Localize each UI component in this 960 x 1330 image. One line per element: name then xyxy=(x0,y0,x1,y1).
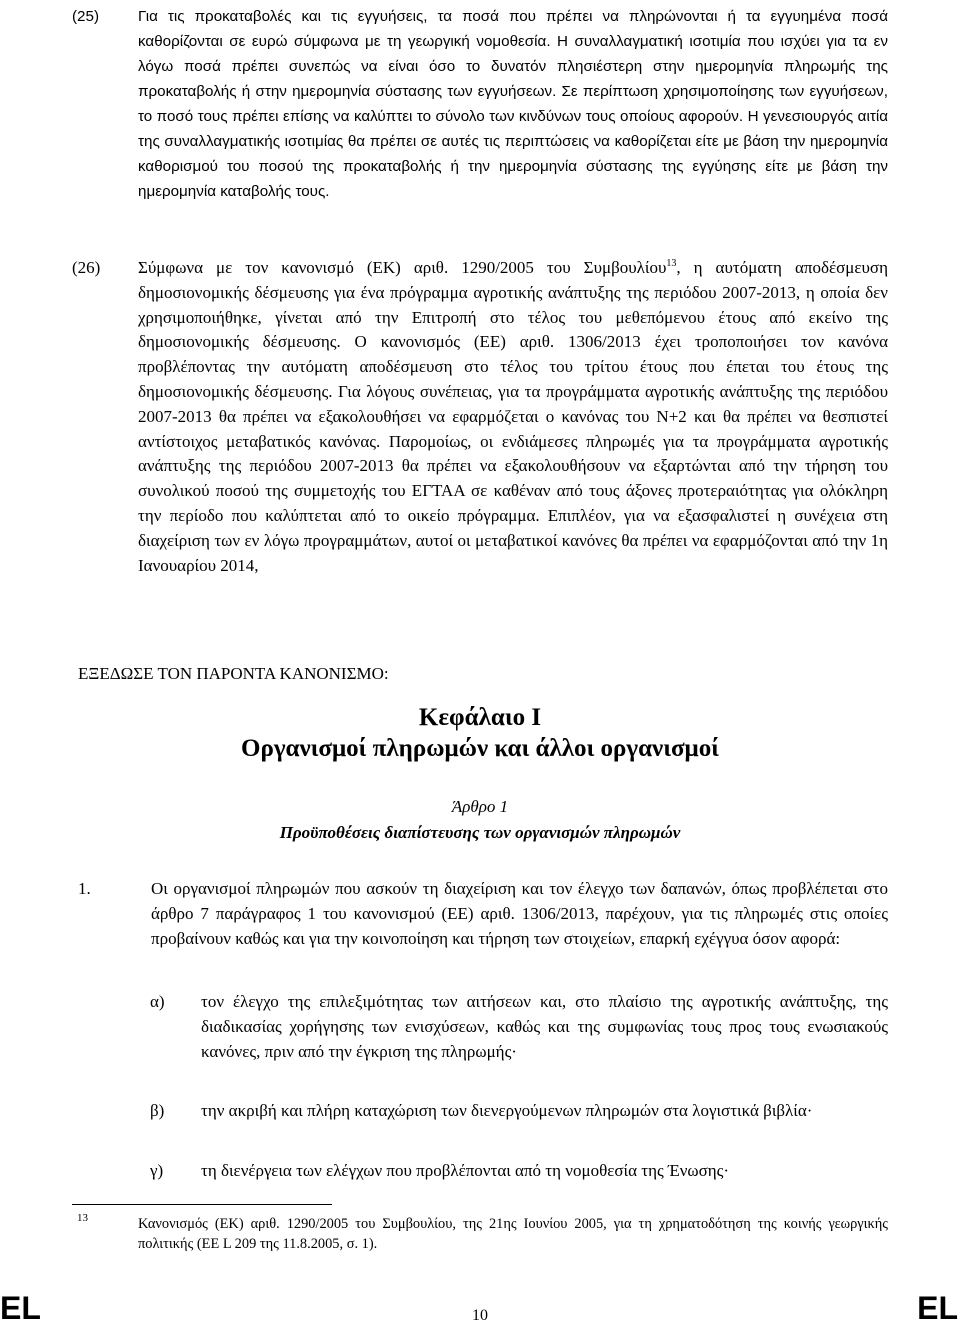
article-title: Προϋποθέσεις διαπίστευσης των οργανισμών πληρωμών xyxy=(279,823,681,842)
article-number: Άρθρο 1 xyxy=(451,797,509,816)
language-code-left: EL xyxy=(0,1290,41,1326)
footnote-number: 13 xyxy=(77,1212,88,1224)
enactment-formula: ΕΞΕΔΩΣΕ ΤΟΝ ΠΑΡΟΝΤΑ ΚΑΝΟΝΙΣΜΟ: xyxy=(78,664,389,683)
chapter-title: Οργανισμοί πληρωμών και άλλοι οργανισμοί xyxy=(241,735,719,762)
recital-text: Σύμφωνα με τον κανονισμό (ΕΚ) αριθ. 1290/2005 του Συμβουλίου$^{13}$, η αυτόματη αποδέσμευση δημοσιονομικής δέσμευσης για ένα πρόγραμμα αγροτικής ανάπτυξης της περιόδου 2007-2013, η οποία δεν χρησιμοποιήθηκε, γίνεται από την Επιτροπή στο τέλος του μεθεπόμενου έτους από εκείνο της δημοσιονομικής δέσμευσης. Ο κανονισμός (ΕΕ) αριθ. 1306/2013 έχει τροποποιήσει τον κανόνα προβλέποντας την αυτόματη αποδέσμευση στο τέλος του τρίτου έτους που έπεται του έτους της δημοσιονομικής δέσμευσης. Για λόγους συνέπειας, για τα προγράμματα αγροτικής ανάπτυξης της περιόδου 2007-2013 θα πρέπει να εξακολουθήσει να εφαρμόζεται ο κανόνας του Ν+2 και θα πρέπει να θεσπιστεί αντίστοιχος μεταβατικός κανόνας. Παρομοίως, οι ενδιάμεσες πληρωμές για τα προγράμματα αγροτικής ανάπτυξης της περιόδου 2007-2013 θα πρέπει να εξακολουθήσουν να εξαρτώνται από την τήρηση του συνολικού ποσού της συμμετοχής του ΕΓΤΑΑ σε καθέναν από τους άξονες προτεραιότητας για ολόκληρη την περίοδο που καλύπτεται από το οικείο πρόγραμμα. Επιπλέον, για να εξασφαλιστεί η συνέχεια στη διαχείριση των εν λόγω προγραμμάτων, αυτοί οι μεταβατικοί κανόνες θα πρέπει να εφαρμόζονται από την 1η Ιανουαρίου 2014, xyxy=(138,258,888,575)
list-item-text: την ακριβή και πλήρη καταχώριση των διενεργούμενων πληρωμών στα λογιστικά βιβλία· xyxy=(201,1101,813,1120)
recital-number: (26) xyxy=(72,258,101,277)
list-item-text: τον έλεγχο της επιλεξιμότητας των αιτήσεων και, στο πλαίσιο της αγροτικής ανάπτυξης, της διαδικασίας χορήγησης των ενισχύσεων, καθώς και της συμφωνίας τους προς τους ενωσιακούς κανόνες, πριν από την έγκριση της πληρωμής· xyxy=(201,992,888,1061)
paragraph-number: 1. xyxy=(78,879,91,898)
page-number: 10 xyxy=(472,1307,488,1324)
language-code-right: EL xyxy=(917,1290,958,1326)
list-item-label: α) xyxy=(150,992,165,1011)
list-item-label: γ) xyxy=(150,1161,164,1180)
paragraph-text: Οι οργανισμοί πληρωμών που ασκούν τη διαχείριση και τον έλεγχο των δαπανών, όπως προβλέπεται στο άρθρο 7 παράγραφος 1 του κανονισμού (ΕΕ) αριθ. 1306/2013, παρέχουν, για τις πληρωμές στις οποίες προβαίνουν καθώς και για την κοινοποίηση και τήρηση των στοιχείων, επαρκή εχέγγυα όσον αφορά: xyxy=(151,879,888,948)
recital-number: (25) xyxy=(72,8,100,25)
footnote-text: Κανονισμός (ΕΚ) αριθ. 1290/2005 του Συμβουλίου, της 21ης Ιουνίου 2005, για τη χρηματοδότηση της κοινής γεωργικής πολιτικής (ΕΕ L 209 της 11.8.2005, σ. 1). xyxy=(138,1216,888,1252)
recital-text: Για τις προκαταβολές και τις εγγυήσεις, τα ποσά που πρέπει να πληρώνονται ή τα εγγυημένα ποσά καθορίζονται σε ευρώ σύμφωνα με τη γεωργική νομοθεσία. Η συναλλαγματική ισοτιμία που ισχύει για τα εν λόγω ποσά πρέπει συνεπώς να είναι όσο το δυνατόν πλησιέστερη στην ημερομηνία πληρωμής της προκαταβολής ή στην ημερομηνία σύστασης των εγγυήσεων. Σε περίπτωση χρησιμοποίησης των εγγυήσεων, το ποσό τους πρέπει επίσης να καλύπτει το σύνολο των κινδύνων τους οποίους αφορούν. Η γενεσιουργός αιτία της συναλλαγματικής ισοτιμίας θα πρέπει σε αυτές τις περιπτώσεις να καθορίζεται είτε με βάση την ημερομηνία καθορισμού του ποσού της προκαταβολής ή την ημερομηνία σύστασης της εγγύησης είτε με βάση την ημερομηνία καταβολής τους. xyxy=(138,8,888,200)
list-item-label: β) xyxy=(150,1101,165,1120)
list-item-text: τη διενέργεια των ελέγχων που προβλέπονται από τη νομοθεσία της Ένωσης· xyxy=(201,1161,730,1180)
chapter-number: Κεφάλαιο I xyxy=(418,704,542,731)
footnote-separator xyxy=(72,1204,332,1205)
footnote-reference[interactable]: 13 xyxy=(666,258,677,269)
